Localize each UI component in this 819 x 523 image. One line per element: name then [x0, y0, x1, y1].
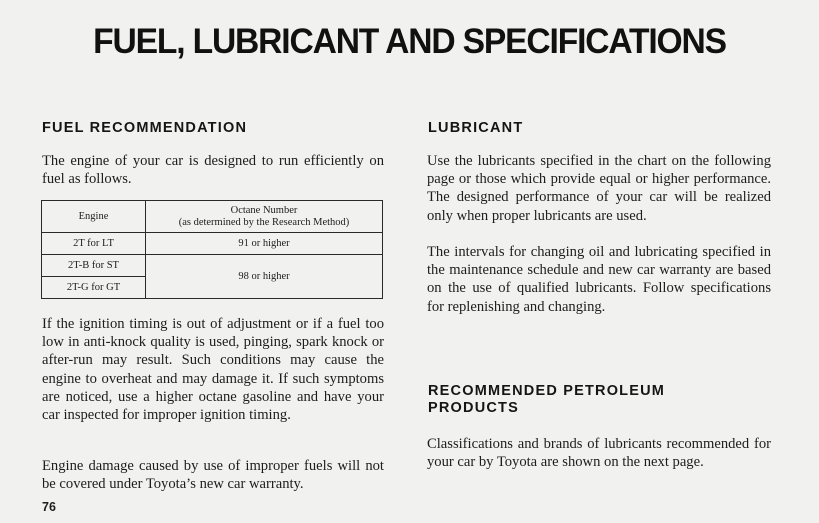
octane-header-line1: Octane Number: [230, 204, 298, 216]
recommended-petroleum-heading: [428, 383, 665, 417]
warranty-paragraph: Engine damage caused by use of improper fuels will not be covered under Toyota’s new car warranty.: [42, 458, 384, 493]
engine-column-header: Engine: [42, 201, 146, 233]
octane-table: [41, 200, 383, 299]
petroleum-paragraph: Classifications and brands of lubricants recommended for your car by Toyota are shown on the next page.: [427, 436, 771, 471]
fuel-recommendation-heading: FUEL RECOMMENDATION: [42, 120, 248, 136]
petroleum-heading-line1: RECOMMENDED PETROLEUM: [428, 383, 666, 399]
engine-cell: 2T-B for ST: [42, 255, 146, 277]
petroleum-heading-line2: PRODUCTS: [428, 400, 519, 416]
engine-cell: 2T for LT: [42, 233, 146, 255]
fuel-intro-paragraph: The engine of your car is designed to run efficiently on fuel as follows.: [42, 153, 384, 188]
octane-cell: 91 or higher: [146, 233, 383, 255]
engine-cell: 2T-G for GT: [42, 277, 146, 299]
table-row: [42, 233, 383, 255]
ignition-timing-paragraph: If the ignition timing is out of adjustment or if a fuel too low in anti-knock quality is used, pinging, spark knock or after-run may result. Such conditions may cause the engine to overheat and may damage it. If such symptoms are noticed, use a higher octane gasoline and have your car inspected for improper ignition timing.: [42, 316, 384, 424]
lubricant-paragraph-1: Use the lubricants specified in the chart on the following page or those which provide equal or higher performance. The designed performance of your car will be realized only when proper lubricants are used.: [427, 153, 771, 224]
octane-header-line2: (as determined by the Research Method): [178, 216, 350, 228]
page-number: 76: [42, 500, 56, 514]
lubricant-paragraph-2: The intervals for changing oil and lubricating specified in the maintenance schedule and new car warranty are based on the use of qualified lubricants. Follow specifications for replenishing and changing.: [427, 244, 771, 315]
table-row: [42, 255, 383, 277]
octane-cell: 98 or higher: [146, 255, 383, 299]
octane-column-header: [146, 201, 383, 233]
lubricant-heading: LUBRICANT: [428, 120, 524, 136]
octane-table-header-row: [42, 201, 383, 233]
page-title: FUEL, LUBRICANT AND SPECIFICATIONS: [93, 22, 726, 61]
